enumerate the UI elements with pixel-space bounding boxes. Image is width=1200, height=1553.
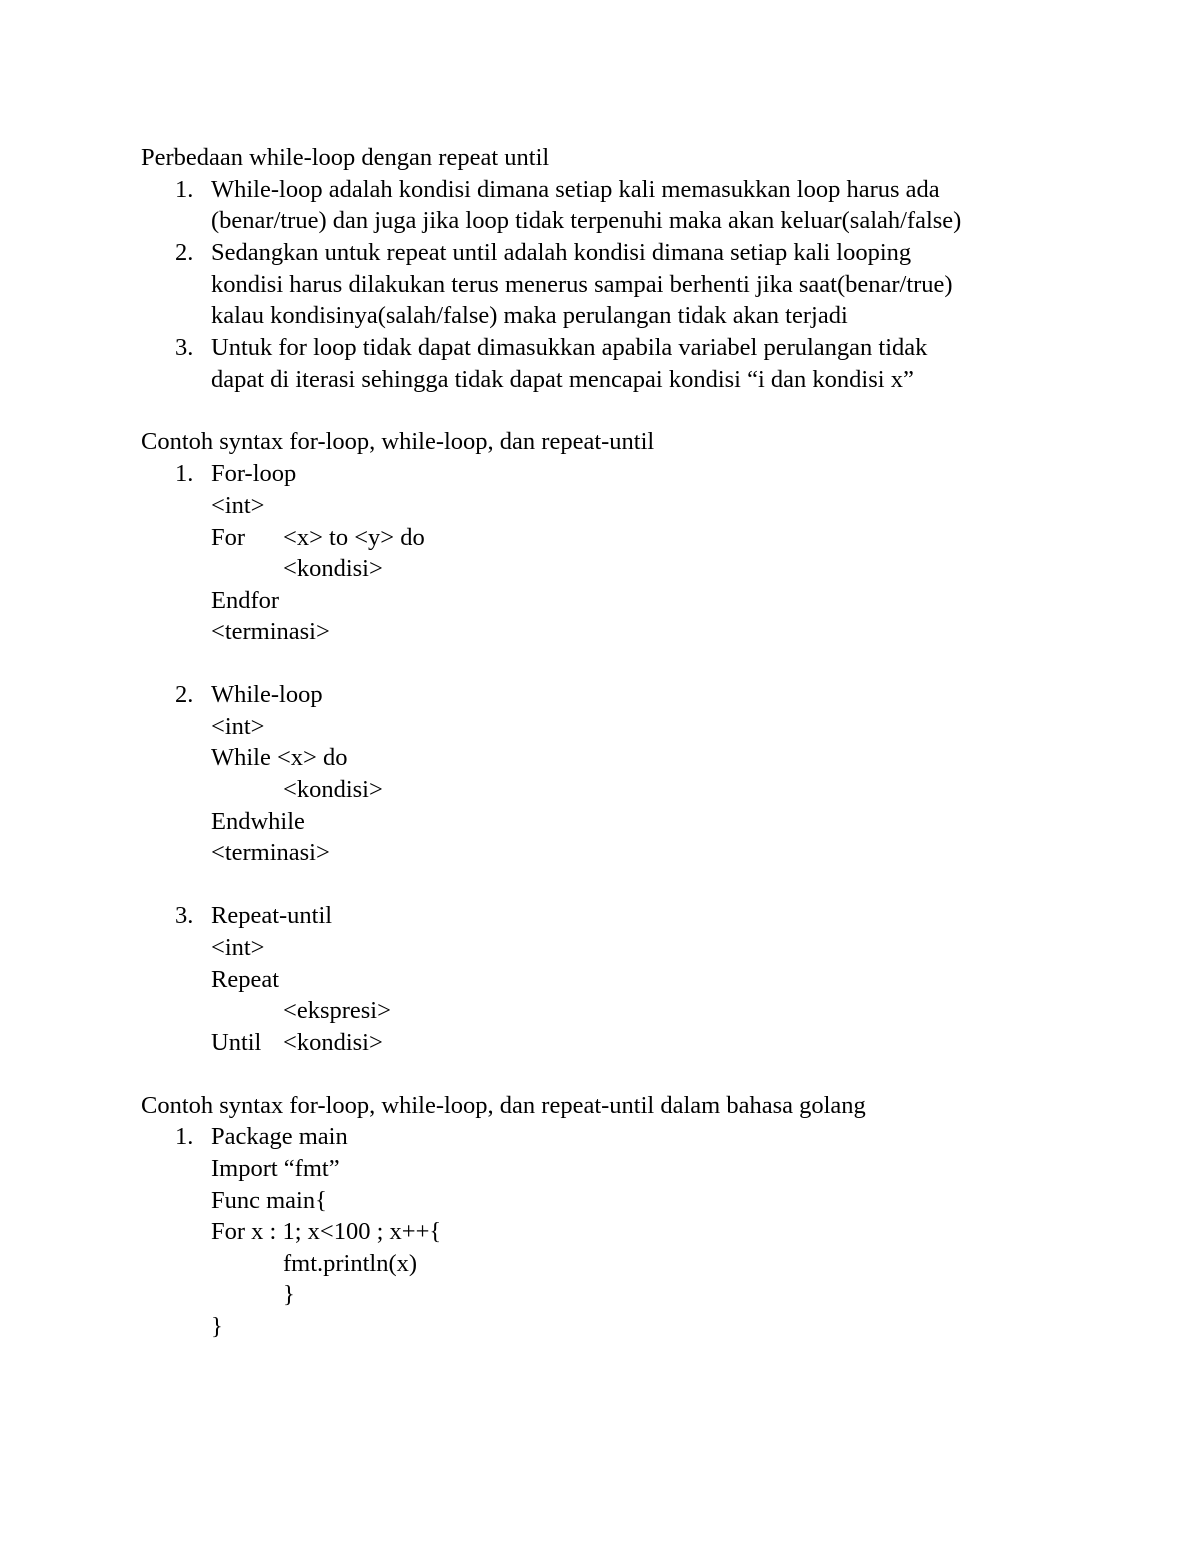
code-line: <int> bbox=[211, 492, 265, 519]
code-line: <int> bbox=[211, 934, 265, 961]
list-item-text: kalau kondisinya(salah/false) maka perulangan tidak akan terjadi bbox=[211, 302, 848, 329]
list-item-text: While-loop adalah kondisi dimana setiap kali memasukkan loop harus ada bbox=[211, 176, 940, 203]
list-item-text: kondisi harus dilakukan terus menerus sampai berhenti jika saat(benar/true) bbox=[211, 271, 953, 298]
code-line-keyword: For bbox=[211, 524, 246, 551]
code-line: <ekspresi> bbox=[283, 997, 391, 1024]
section-heading-perbedaan: Perbedaan while-loop dengan repeat until bbox=[141, 144, 550, 171]
code-line: Endfor bbox=[211, 587, 280, 614]
code-line: <terminasi> bbox=[211, 618, 330, 645]
code-line: <int> bbox=[211, 713, 265, 740]
list-item-text: Untuk for loop tidak dapat dimasukkan apabila variabel perulangan tidak bbox=[211, 334, 928, 361]
code-line: fmt.println(x) bbox=[283, 1250, 418, 1277]
list-item-text: Sedangkan untuk repeat until adalah kondisi dimana setiap kali looping bbox=[211, 239, 912, 266]
code-line: <kondisi> bbox=[283, 555, 383, 582]
code-block-title: For-loop bbox=[211, 460, 297, 487]
list-number: 1. bbox=[175, 1123, 194, 1150]
code-line: Repeat bbox=[211, 966, 280, 993]
code-line-keyword: Until bbox=[211, 1029, 262, 1056]
code-line: <kondisi> bbox=[283, 776, 383, 803]
list-item-text: (benar/true) dan juga jika loop tidak terpenuhi maka akan keluar(salah/false) bbox=[211, 207, 962, 234]
code-line: Package main bbox=[211, 1123, 348, 1150]
section-heading-contoh-syntax: Contoh syntax for-loop, while-loop, dan repeat-until bbox=[141, 428, 655, 455]
code-line: Func main{ bbox=[211, 1187, 327, 1214]
list-number: 2. bbox=[175, 239, 194, 266]
list-number: 1. bbox=[175, 176, 194, 203]
list-number: 2. bbox=[175, 681, 194, 708]
code-line: Endwhile bbox=[211, 808, 305, 835]
list-number: 1. bbox=[175, 460, 194, 487]
code-line: While <x> do bbox=[211, 744, 348, 771]
section-heading-golang: Contoh syntax for-loop, while-loop, dan repeat-until dalam bahasa golang bbox=[141, 1092, 866, 1119]
code-block-title: While-loop bbox=[211, 681, 323, 708]
code-line: <kondisi> bbox=[283, 1029, 383, 1056]
list-number: 3. bbox=[175, 902, 194, 929]
code-line: } bbox=[283, 1281, 295, 1308]
code-line: } bbox=[211, 1313, 223, 1340]
code-line: <terminasi> bbox=[211, 839, 330, 866]
list-number: 3. bbox=[175, 334, 194, 361]
code-line: <x> to <y> do bbox=[283, 524, 425, 551]
code-block-title: Repeat-until bbox=[211, 902, 333, 929]
code-line: For x : 1; x<100 ; x++{ bbox=[211, 1218, 442, 1245]
list-item-text: dapat di iterasi sehingga tidak dapat mencapai kondisi “i dan kondisi x” bbox=[211, 366, 914, 393]
code-line: Import “fmt” bbox=[211, 1155, 340, 1182]
